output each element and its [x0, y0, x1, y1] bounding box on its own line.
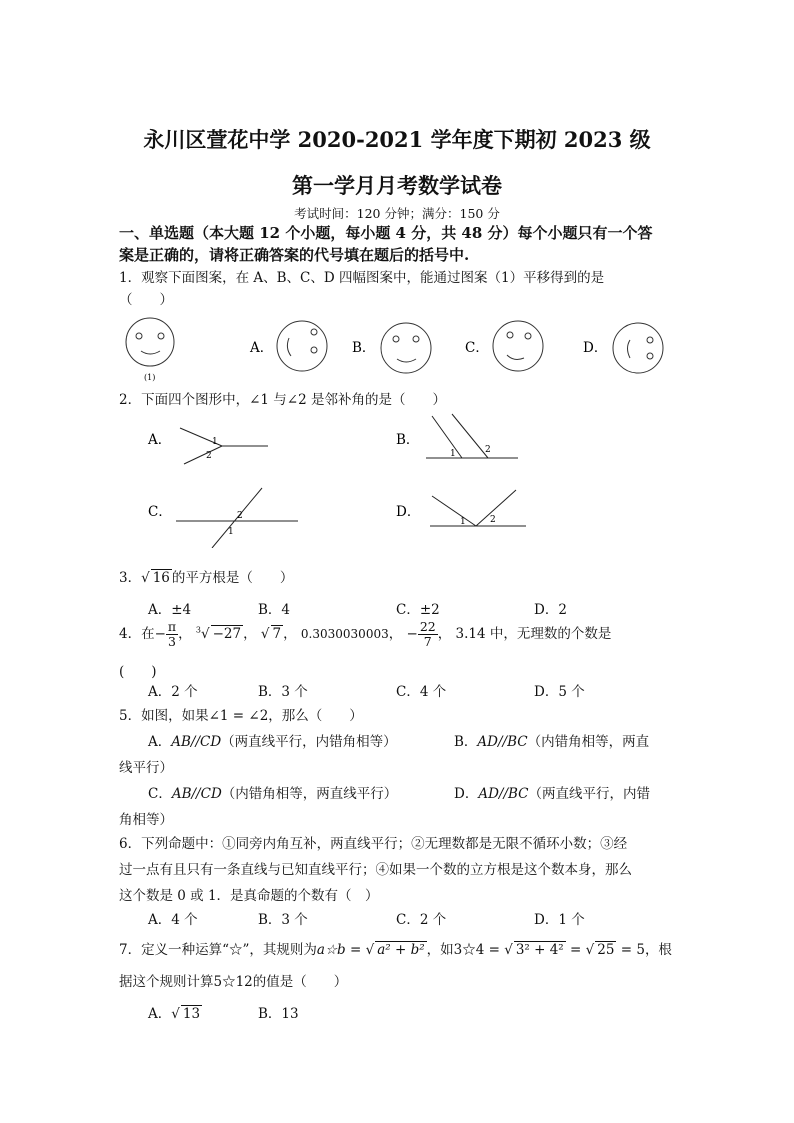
- q1-option-c-label: C．: [465, 340, 489, 356]
- q3-option-a: A．±4: [148, 602, 192, 618]
- q1-text: 1．观察下面图案，在 A、B、C、D 四幅图案中，能通过图案（1）平移得到的是: [119, 270, 605, 286]
- q1-option-b-face: [381, 323, 431, 373]
- svg-text:1: 1: [228, 527, 234, 537]
- q6-option-b: B．3 个: [258, 912, 308, 928]
- q7-option-b: B．13: [258, 1006, 299, 1022]
- q1-caption: (1): [144, 373, 156, 382]
- q1-figures: [0, 310, 794, 390]
- q3-option-d: D．2: [534, 602, 567, 618]
- svg-text:2: 2: [237, 511, 243, 521]
- q7-line2: 据这个规则计算5☆12的值是（ ）: [119, 974, 348, 990]
- q5-option-c: C．AB//CD（内错角相等，两直线平行）: [148, 786, 398, 802]
- q4-option-c: C．4 个: [396, 684, 447, 700]
- page-subtitle: 第一学月月考数学试卷: [292, 173, 502, 198]
- q5-text: 5．如图，如果∠1 = ∠2，那么（ ）: [119, 708, 363, 724]
- q6-line3: 这个数是 0 或 1．是真命题的个数有（ ）: [119, 888, 379, 904]
- q1-original-face: [126, 318, 174, 382]
- section-heading-cont: 案是正确的，请将正确答案的代号填在题后的括号中.: [119, 246, 470, 264]
- q5-option-d: D．AD//BC（两直线平行，内错: [454, 786, 650, 802]
- q3-option-b: B．4: [258, 602, 291, 618]
- q6-line2: 过一点有且只有一条直线与已知直线平行；④如果一个数的立方根是这个数本身，那么: [119, 862, 632, 878]
- q2-figures: [0, 408, 794, 548]
- q4-text: 4．在− $\frac{\pi}{3}$ ， $^3$√ −27 ， √ 7 ， 0.3030030003， − $\frac{22}{7}$ ， 3.14 中，无理数的个数是: [119, 619, 612, 649]
- q1-option-d-label: D．: [583, 340, 608, 356]
- q2-option-d-label: D．: [396, 504, 421, 520]
- q5-option-a: A．AB//CD（两直线平行，内错角相等）: [148, 734, 397, 750]
- q5-option-b-cont: 线平行）: [119, 760, 173, 776]
- q1-option-a-face: [277, 321, 327, 371]
- page-title: 永川区萱花中学 2020-2021 学年度下期初 2023 级: [143, 127, 651, 152]
- q2-figure-a: [180, 428, 268, 464]
- q3-option-c: C．±2: [396, 602, 440, 618]
- q2-option-c-label: C．: [148, 504, 172, 520]
- exam-info: 考试时间：120 分钟；满分：150 分: [294, 206, 500, 221]
- q2-option-b-label: B．: [396, 432, 420, 448]
- q2-figure-d: [430, 490, 526, 527]
- q2-figure-c: [176, 488, 298, 548]
- q2-figure-b: [426, 414, 518, 459]
- q6-line1: 6．下列命题中：①同旁内角互补，两直线平行；②无理数都是无限不循环小数；③经: [119, 836, 628, 852]
- q3-radicand: 16: [152, 570, 170, 586]
- q6-option-d: D．1 个: [534, 912, 585, 928]
- q5-option-b: B．AD//BC（内错角相等，两直: [454, 734, 650, 750]
- svg-text:2: 2: [485, 445, 491, 455]
- q3-text: 3．√ 16 的平方根是（ ）: [119, 570, 294, 586]
- q7-option-a: A．√ 13: [148, 1006, 201, 1022]
- q5-option-d-cont: 角相等）: [119, 812, 173, 828]
- q1-option-c-face: [493, 321, 543, 371]
- q4-answer-blank: ( ): [119, 664, 157, 680]
- svg-text:1: 1: [450, 449, 456, 459]
- q6-option-c: C．2 个: [396, 912, 447, 928]
- q4-option-b: B．3 个: [258, 684, 308, 700]
- svg-text:1: 1: [460, 517, 466, 527]
- svg-text:2: 2: [206, 451, 212, 461]
- q1-answer-blank: （ ）: [119, 292, 173, 308]
- q1-option-b-label: B．: [352, 340, 376, 356]
- q6-option-a: A．4 个: [148, 912, 198, 928]
- section-heading: 一、单选题（本大题 12 个小题，每小题 4 分，共 48 分）每个小题只有一个答: [119, 224, 653, 242]
- q2-text: 2．下面四个图形中，∠1 与∠2 是邻补角的是（ ）: [119, 392, 446, 408]
- q1-option-d-face: [613, 323, 663, 373]
- svg-text:1: 1: [212, 437, 218, 447]
- q2-option-a-label: A．: [148, 432, 172, 448]
- q1-option-a-label: A．: [250, 340, 274, 356]
- q4-option-a: A．2 个: [148, 684, 198, 700]
- q4-option-d: D．5 个: [534, 684, 585, 700]
- q7-line1: 7．定义一种运算“☆”，其规则为a☆b = √ a² + b² ，如3☆4 = √ 3² + 4² = √ 25 = 5，根: [119, 942, 672, 958]
- svg-text:2: 2: [490, 515, 496, 525]
